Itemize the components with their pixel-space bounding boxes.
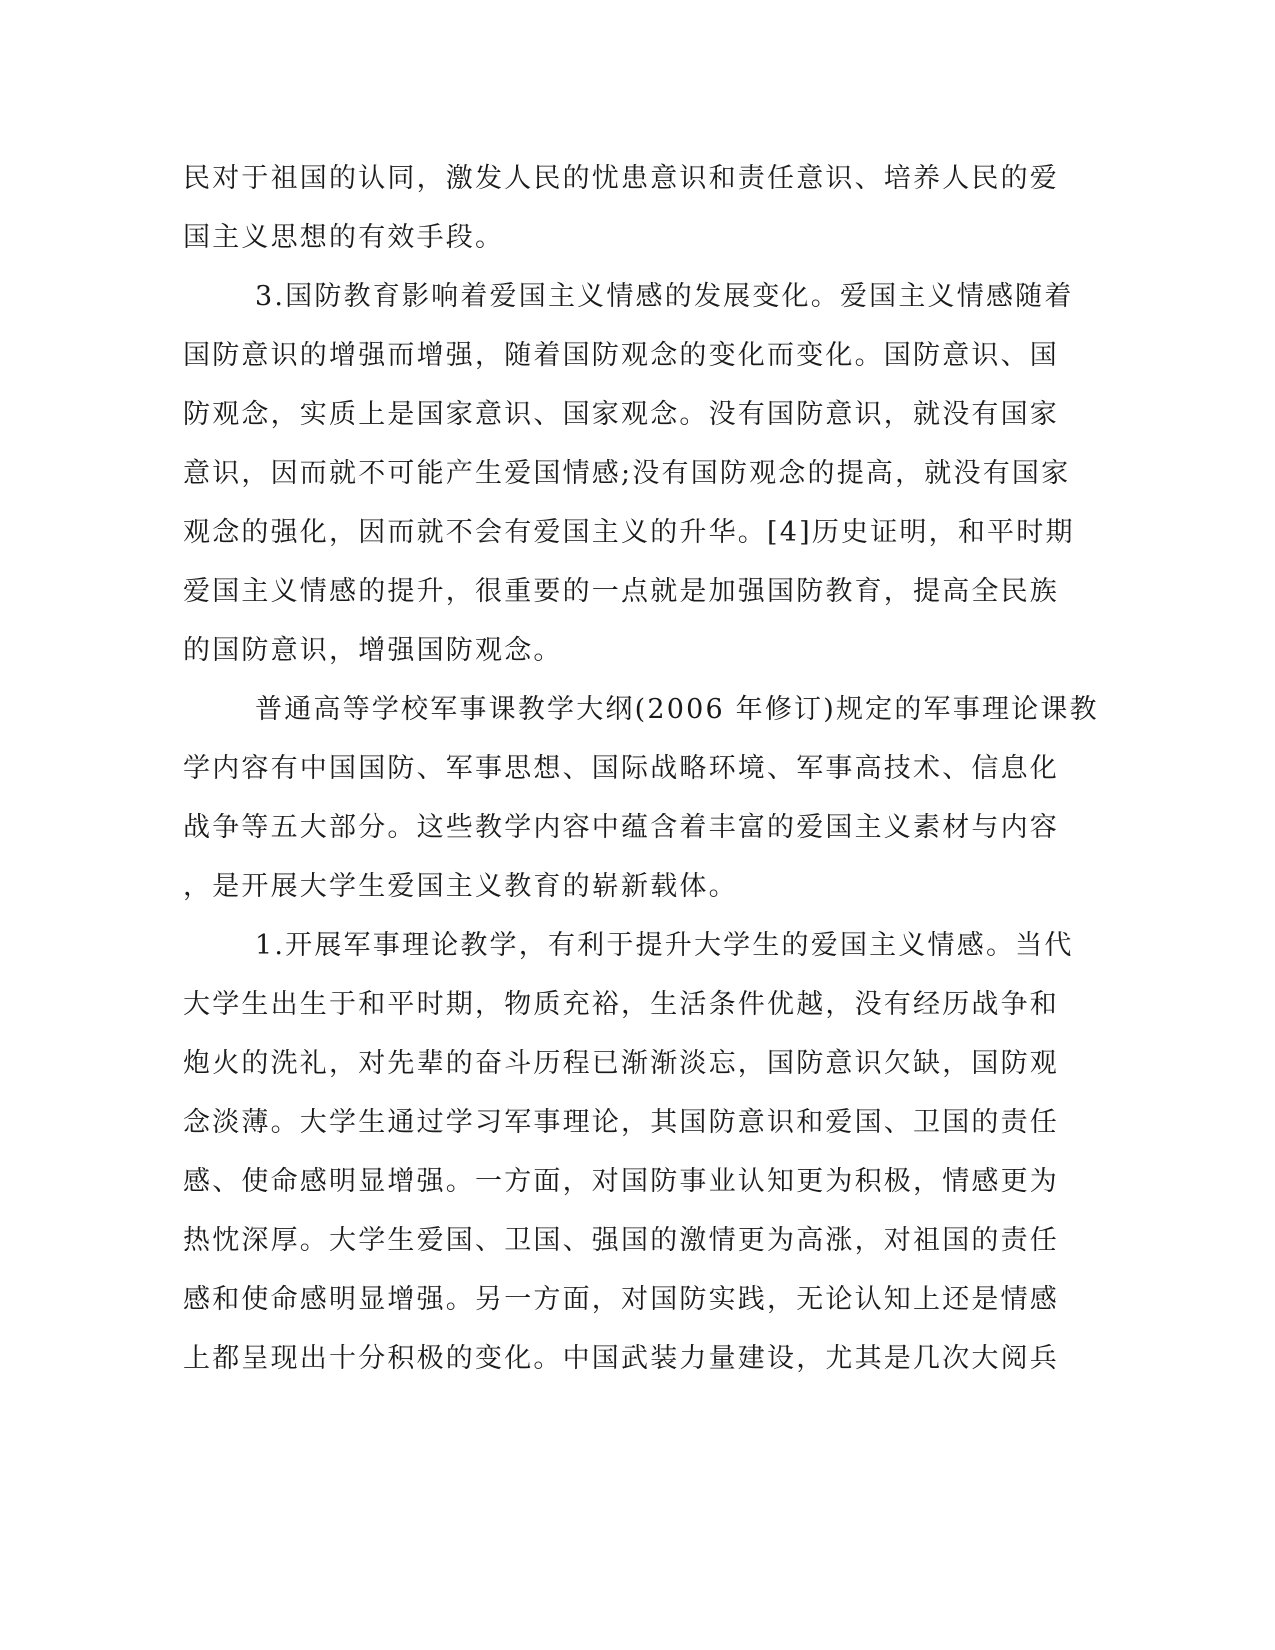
text-line: 战争等五大部分。这些教学内容中蕴含着丰富的爱国主义素材与内容 bbox=[183, 812, 1059, 843]
text-line: 的国防意识，增强国防观念。 bbox=[183, 635, 563, 666]
text-line: 大学生出生于和平时期，物质充裕，生活条件优越，没有经历战争和 bbox=[183, 989, 1059, 1020]
paragraph-start-line: 普通高等学校军事课教学大纲(2006 年修订)规定的军事理论课教 bbox=[255, 694, 1099, 725]
text-line: 炮火的洗礼，对先辈的奋斗历程已渐渐淡忘，国防意识欠缺，国防观 bbox=[183, 1048, 1059, 1079]
text-line: 意识，因而就不可能产生爱国情感;没有国防观念的提高，就没有国家 bbox=[183, 458, 1071, 489]
text-line: 上都呈现出十分积极的变化。中国武装力量建设，尤其是几次大阅兵 bbox=[183, 1343, 1059, 1374]
text-line: 民对于祖国的认同，激发人民的忧患意识和责任意识、培养人民的爱 bbox=[183, 163, 1059, 194]
text-line: 爱国主义情感的提升，很重要的一点就是加强国防教育，提高全民族 bbox=[183, 576, 1059, 607]
text-line: 国防意识的增强而增强，随着国防观念的变化而变化。国防意识、国 bbox=[183, 340, 1059, 371]
text-line: 念淡薄。大学生通过学习军事理论，其国防意识和爱国、卫国的责任 bbox=[183, 1107, 1059, 1138]
paragraph-start-line: 3.国防教育影响着爱国主义情感的发展变化。爱国主义情感随着 bbox=[255, 281, 1074, 312]
text-line: 热忱深厚。大学生爱国、卫国、强国的激情更为高涨，对祖国的责任 bbox=[183, 1225, 1059, 1256]
text-line: 感和使命感明显增强。另一方面，对国防实践，无论认知上还是情感 bbox=[183, 1284, 1059, 1315]
text-line: 学内容有中国国防、军事思想、国际战略环境、军事高技术、信息化 bbox=[183, 753, 1059, 784]
text-line: ，是开展大学生爱国主义教育的崭新载体。 bbox=[183, 871, 738, 902]
text-line: 国主义思想的有效手段。 bbox=[183, 222, 505, 253]
paragraph-start-line: 1.开展军事理论教学，有利于提升大学生的爱国主义情感。当代 bbox=[255, 930, 1074, 961]
text-line: 观念的强化，因而就不会有爱国主义的升华。[4]历史证明，和平时期 bbox=[183, 517, 1075, 548]
text-line: 感、使命感明显增强。一方面，对国防事业认知更为积极，情感更为 bbox=[183, 1166, 1059, 1197]
text-line: 防观念，实质上是国家意识、国家观念。没有国防意识，就没有国家 bbox=[183, 399, 1059, 430]
